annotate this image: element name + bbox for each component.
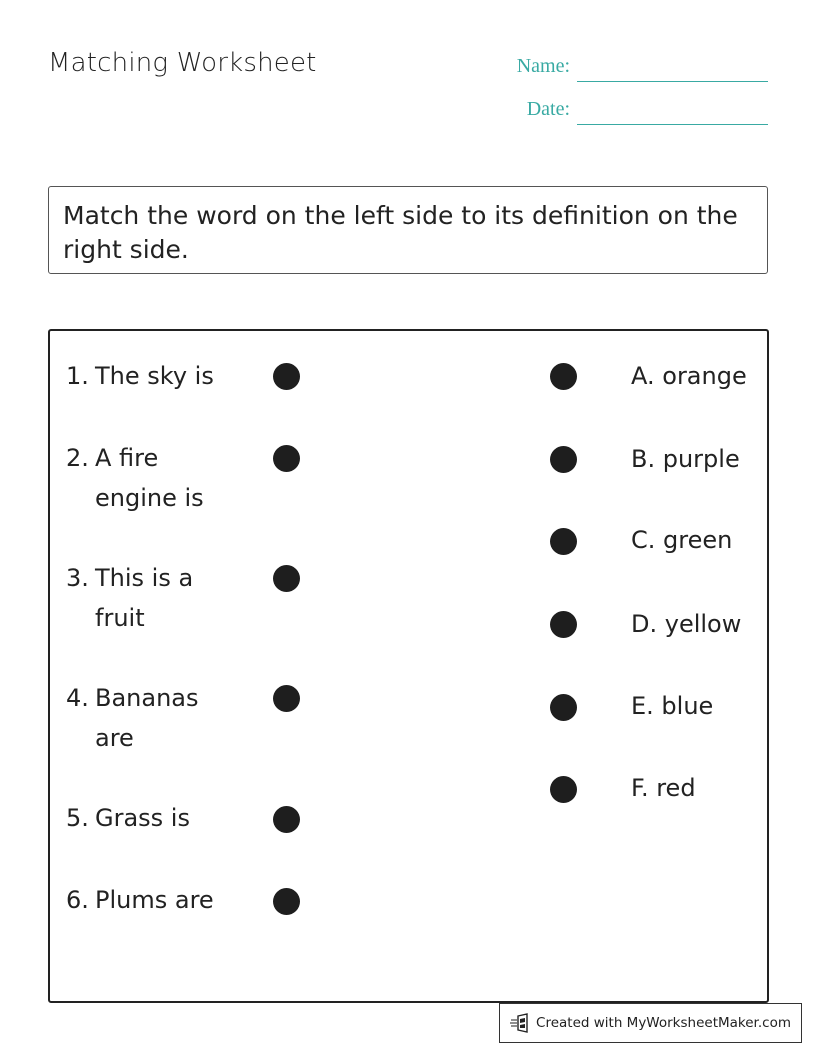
page-title: Matching Worksheet (48, 48, 317, 78)
answer-c: C. green (631, 526, 733, 554)
question-number: 6. (66, 886, 89, 914)
answer-e-dot[interactable] (550, 694, 577, 721)
footer-credit[interactable] (499, 1003, 802, 1043)
date-line[interactable] (577, 124, 768, 125)
answer-b-dot[interactable] (550, 446, 577, 473)
name-label: Name: (516, 55, 570, 77)
question-text: This is a fruit (95, 564, 194, 632)
question-1 (66, 356, 236, 396)
question-3 (66, 558, 236, 638)
question-number: 5. (66, 804, 89, 832)
answer-f: F. red (631, 774, 696, 802)
question-number: 4. (66, 684, 89, 712)
question-5 (66, 798, 236, 838)
question-6 (66, 880, 236, 920)
answer-b: B. purple (631, 445, 740, 473)
answer-a: A. orange (631, 362, 747, 390)
name-field (440, 48, 768, 82)
question-text: Plums are (95, 886, 214, 914)
answer-c-dot[interactable] (550, 528, 577, 555)
question-text: A fire engine is (95, 444, 204, 512)
question-text: Grass is (95, 804, 190, 832)
date-label: Date: (526, 98, 570, 120)
question-5-dot[interactable] (273, 806, 300, 833)
question-3-dot[interactable] (273, 565, 300, 592)
question-2-dot[interactable] (273, 445, 300, 472)
answer-e: E. blue (631, 692, 714, 720)
question-4-dot[interactable] (273, 685, 300, 712)
question-number: 2. (66, 444, 89, 472)
question-4 (66, 678, 236, 758)
question-number: 1. (66, 362, 89, 390)
question-1-dot[interactable] (273, 363, 300, 390)
question-2 (66, 438, 236, 518)
answer-d: D. yellow (631, 610, 742, 638)
question-text: Bananas are (95, 684, 199, 752)
answer-a-dot[interactable] (550, 363, 577, 390)
date-field (440, 91, 768, 125)
question-6-dot[interactable] (273, 888, 300, 915)
name-line[interactable] (577, 81, 768, 82)
footer-text: Created with MyWorksheetMaker.com (536, 1015, 791, 1031)
answer-d-dot[interactable] (550, 611, 577, 638)
instructions-box: Match the word on the left side to its definition on the right side. (48, 186, 768, 274)
question-text: The sky is (95, 362, 214, 390)
answer-f-dot[interactable] (550, 776, 577, 803)
worksheet-maker-logo-icon (510, 1013, 530, 1033)
question-number: 3. (66, 564, 89, 592)
